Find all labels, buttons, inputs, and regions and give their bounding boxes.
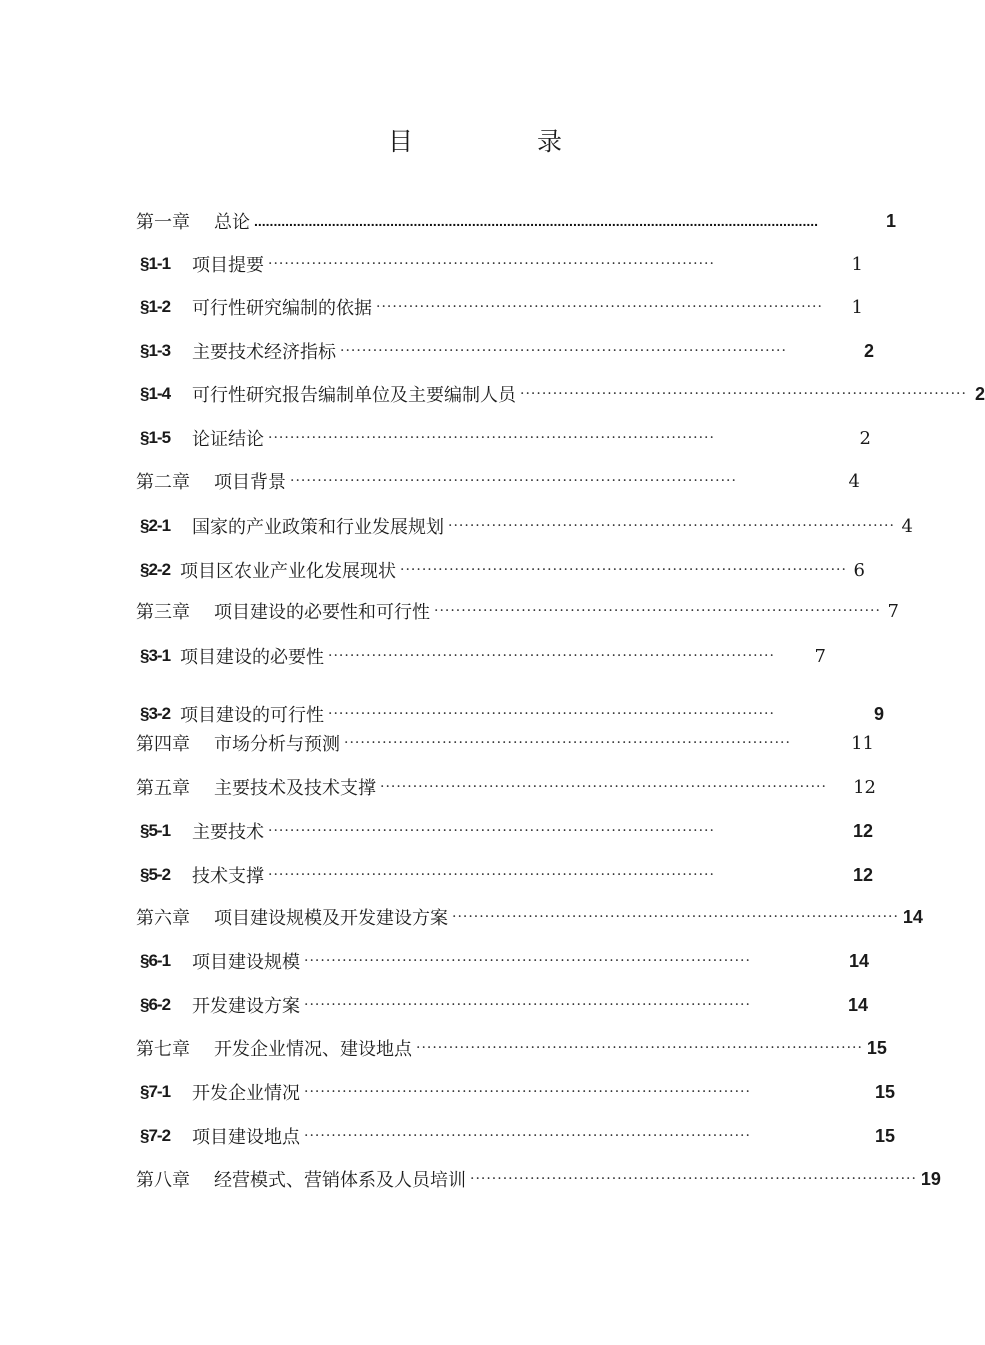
entry-title: 项目建设的必要性和可行性 [214,602,430,623]
toc-entry[interactable] [136,206,896,236]
toc-entry[interactable] [136,728,874,758]
entry-title: 总论 [214,212,250,233]
dot-leader: ·················································································· [304,1128,751,1144]
entry-title: 项目背景 [214,472,286,493]
dot-leader: ·················································································· [304,997,751,1013]
entry-title: 主要技术 [192,822,265,843]
page-number: 12 [852,864,873,885]
dot-leader: ·················································································· [340,343,787,359]
page-number: 15 [874,1081,895,1102]
toc-entry[interactable] [136,466,860,496]
entry-title: 主要技术及技术支撑 [214,778,376,799]
dot-leader: ·················································································· [380,779,827,795]
section-number: §3-1 [140,646,171,665]
page-number: 14 [847,994,868,1015]
chapter-number: 第二章 [136,472,190,493]
section-number: §1-5 [140,428,171,447]
dot-leader: ·················································································· [328,648,775,664]
page-number: 1 [885,210,896,231]
entry-title: 技术支撑 [192,866,265,887]
entry-title: 市场分析与预测 [214,734,340,755]
dot-leader: ·················································································· [268,823,715,839]
toc-entry[interactable] [140,511,913,541]
chapter-number: 第四章 [136,734,190,755]
dot-leader: ·················································································· [344,735,791,751]
page-number: 14 [848,950,869,971]
page-number: 4 [901,515,913,537]
toc-entry[interactable] [140,555,865,585]
dot-leader: ·················································································· [268,867,715,883]
section-number: §2-1 [140,516,171,535]
entry-title: 开发建设方案 [192,996,301,1017]
toc-entry[interactable] [136,1164,941,1194]
toc-entry[interactable] [140,249,863,279]
dot-leader: ·················································································· [448,518,895,534]
entry-title: 开发企业情况 [192,1083,301,1104]
dot-leader: ·················································································· [328,706,775,722]
entry-title: 论证结论 [192,429,265,450]
chapter-number: 第六章 [136,908,190,929]
section-number: §7-2 [140,1126,171,1145]
entry-title: 可行性研究编制的依据 [192,298,373,319]
page-number: 19 [920,1168,941,1189]
section-number: §2-2 [140,560,171,579]
chapter-number: 第七章 [136,1039,190,1060]
page-number: 7 [887,600,899,622]
toc-entry[interactable] [140,292,863,322]
dot-leader: ·················································································· [268,256,715,272]
chapter-number: 第三章 [136,602,190,623]
section-number: §1-1 [140,254,171,273]
section-number: §1-3 [140,341,171,360]
page-number: 14 [902,906,923,927]
toc-entry[interactable] [140,860,873,890]
entry-title: 项目建设规模 [192,952,301,973]
toc-entry[interactable] [140,699,884,729]
toc-entry[interactable] [140,990,868,1020]
section-number: §3-2 [140,704,171,723]
section-number: §1-2 [140,297,171,316]
dot-leader: ·················································································· [470,1171,917,1187]
entry-title: 经营模式、营销体系及人员培训 [214,1170,466,1191]
toc-entry[interactable] [140,1077,895,1107]
entry-title: 项目建设地点 [192,1127,301,1148]
toc-entry[interactable] [136,1033,887,1063]
entry-title: 主要技术经济指标 [192,342,337,363]
dot-leader: ·················································································· [268,430,715,446]
page-number: 6 [853,559,865,581]
entry-title: 项目提要 [192,255,265,276]
page-number: 15 [866,1037,887,1058]
entry-title: 项目建设的可行性 [180,705,325,726]
page-number: 11 [851,732,874,754]
page-number: 1 [851,296,863,318]
entry-title: 项目建设的必要性 [180,647,325,668]
entry-title: 国家的产业政策和行业发展规划 [192,517,445,538]
section-number: §5-2 [140,865,171,884]
dot-leader: ·················································································· [452,909,899,925]
dot-leader: ·················································································· [434,603,881,619]
entry-title: 开发企业情况、建设地点 [214,1039,412,1060]
toc-entry[interactable] [140,641,826,671]
entry-title: 可行性研究报告编制单位及主要编制人员 [192,385,517,406]
dot-leader: ·················································································· [520,386,967,402]
dot-leader: ·················································································· [304,1084,751,1100]
dot-leader: ·················································································· [290,473,737,489]
toc-entry[interactable] [140,1121,895,1151]
toc-entry[interactable] [136,596,899,626]
toc-entry[interactable] [140,423,871,453]
dot-leader: ................................................................................................................................................. [254,213,818,229]
page-number: 2 [859,427,871,449]
section-number: §6-2 [140,995,171,1014]
toc-entry[interactable] [140,946,869,976]
entry-title: 项目区农业产业化发展现状 [180,561,397,582]
page-number: 12 [853,776,876,798]
toc-entry[interactable] [140,336,874,366]
page-number: 9 [873,703,884,724]
page-number: 12 [852,820,873,841]
toc-entry[interactable] [140,816,873,846]
page-number: 2 [863,340,874,361]
chapter-number: 第一章 [136,212,190,233]
page-number: 7 [814,645,826,667]
page-title: 目 录 [388,127,620,156]
section-number: §7-1 [140,1082,171,1101]
page-number: 2 [974,383,985,404]
toc-entry[interactable] [136,902,923,932]
toc-entry[interactable] [140,379,985,409]
dot-leader: ·················································································· [400,562,847,578]
chapter-number: 第五章 [136,778,190,799]
section-number: §1-4 [140,384,171,403]
page-number: 15 [874,1125,895,1146]
page-number: 4 [848,470,860,492]
section-number: §6-1 [140,951,171,970]
entry-title: 项目建设规模及开发建设方案 [214,908,448,929]
dot-leader: ·················································································· [376,299,823,315]
page-number: 1 [851,253,863,275]
section-number: §5-1 [140,821,171,840]
chapter-number: 第八章 [136,1170,190,1191]
dot-leader: ·················································································· [416,1040,863,1056]
toc-entry[interactable] [136,772,876,802]
dot-leader: ·················································································· [304,953,751,969]
